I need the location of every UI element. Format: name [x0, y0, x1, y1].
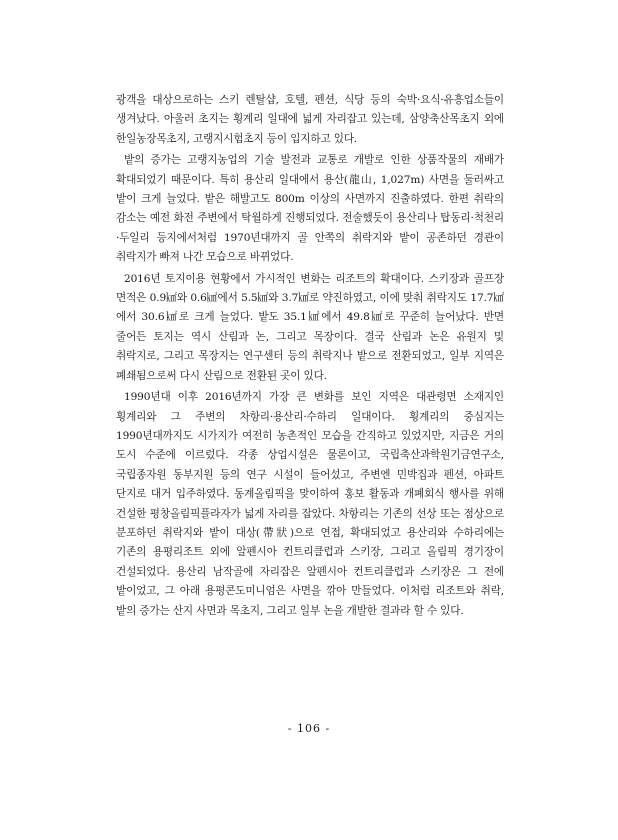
paragraph-1: 광객을 대상으로하는 스키 렌탈샵, 호텔, 펜션, 식당 등의 숙박·요식·유흥업소들이 생겨났다. 아울러 초지는 횡계리 일대에 넓게 자리잡고 있는데, 삼양축산목초지 외에 한일농장목초지, 고랭지시험초지 등이 입지하고 있다. — [116, 94, 504, 145]
paragraph-3: 2016년 토지이용 현황에서 가시적인 변화는 리조트의 확대이다. 스키장과 골프장 면적은 0.9㎢와 0.6㎢에서 5.5㎢와 3.7㎢로 약진하였고, 이에 맞춰 취락지도 17.7㎢에서 30.6㎢로 크게 늘었다. 밭도 35.1㎢에서 49.8㎢로 꾸준히 늘어났다. 반면 줄어든 토지는 역시 산림과 논, 그리고 목장이다. 결국 산림과 논은 유원지 및 취락지로, 그리고 목장지는 연구센터 등의 취락지나 밭으로 전환되었고, 일부 지역은 폐쇄됨으로써 다시 산림으로 전환된 곳이 있다. — [116, 272, 504, 382]
paragraph-2: 밭의 증가는 고랭지농업의 기술 발전과 교통로 개발로 인한 상품작물의 재배가 확대되었기 때문이다. 특히 용산리 일대에서 용산(龍山, 1,027m) 사면을 둘러싸고 밭이 크게 늘었다. 밭은 해발고도 800m 이상의 사면까지 진출하였다. 한편 취락의 감소는 예전 화전 주변에서 탁월하게 진행되었다. 전술했듯이 용산리나 탑동리·척천리·두일리 등지에서처럼 1970년대까지 골 안쪽의 취락지와 밭이 공존하던 경관이 취락지가 빠져 나간 모습으로 바뀌었다. — [116, 154, 504, 264]
paragraph-4: 1990년대 이후 2016년까지 가장 큰 변화를 보인 지역은 대관령면 소재지인 횡계리와 그 주변의 차항리·용산리·수하리 일대이다. 횡계리의 중심지는 1990년대까지도 시가지가 여전히 농촌적인 모습을 간직하고 있었지만, 지금은 거의 도시 수준에 이르렀다. 각종 상업시설은 물론이고, 국립축산과학원기금연구소, 국립종자원 동부지원 등의 연구 시설이 들어섰고, 주변엔 민박집과 펜션, 아파트 단지로 대거 입주하였다. 동계올림픽을 맞이하여 홍보 활동과 개폐회식 행사를 위해 건설한 평창올림픽플라자가 넓게 자리를 잡았다. 차항리는 기존의 선상 또는 점상으로 분포하던 취락지와 밭이 대상(帶狀)으로 연접, 확대되었고 용산리와 수하리에는 기존의 용평리조트 외에 알펜시아 컨트리클럽과 스키장, 그리고 올림픽 경기장이 건설되었다. 용산리 남작골에 자리잡은 알펜시아 컨트리클럽과 스키장은 그 전에 밭이었고, 그 아래 용평콘도미니엄은 사면을 깎아 만들었다. 이처럼 리조트와 취락, 밭의 증가는 산지 사면과 목초지, 그리고 일부 논을 개발한 결과라 할 수 있다. — [116, 391, 504, 617]
document-body — [116, 91, 504, 623]
page-number: - 106 - — [287, 722, 331, 735]
